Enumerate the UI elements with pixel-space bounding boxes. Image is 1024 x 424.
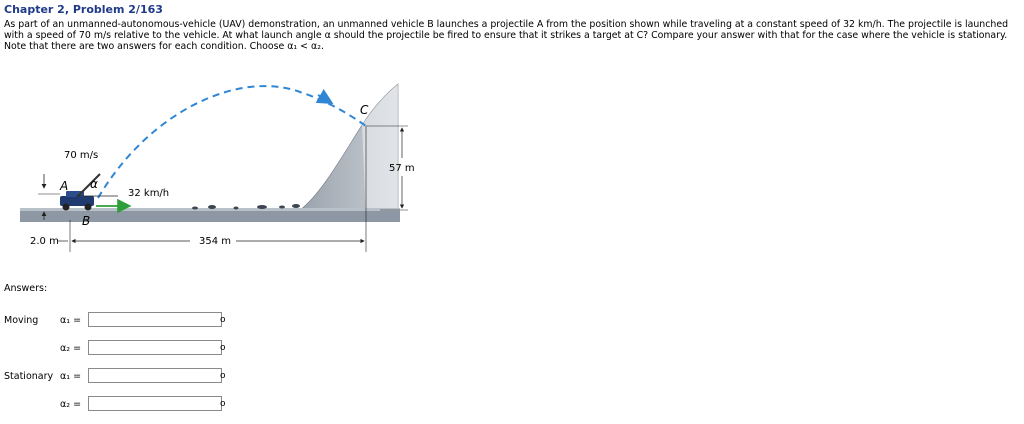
- label-a: A: [60, 179, 69, 193]
- problem-figure: [0, 70, 440, 260]
- page-title: Chapter 2, Problem 2/163: [4, 3, 163, 16]
- label-alpha: α: [90, 177, 98, 191]
- degree-unit: o: [220, 399, 226, 409]
- degree-unit: o: [220, 371, 226, 381]
- moving-alpha1-label: α₁ =: [60, 315, 82, 326]
- height-label: 57 m: [389, 163, 415, 174]
- label-c: C: [360, 103, 369, 117]
- moving-alpha2-input[interactable]: [88, 340, 222, 355]
- launch-height-label: 2.0 m: [30, 236, 59, 247]
- stationary-alpha1-label: α₁ =: [60, 371, 82, 382]
- stationary-label: Stationary: [4, 371, 54, 382]
- moving-label: Moving: [4, 315, 39, 326]
- stationary-alpha2-label: α₂ =: [60, 399, 82, 410]
- moving-alpha1-input[interactable]: [88, 312, 222, 327]
- answers-label: Answers:: [4, 283, 48, 294]
- vehicle-b: [60, 191, 94, 211]
- distance-label: 354 m: [199, 236, 232, 247]
- moving-alpha2-label: α₂ =: [60, 343, 82, 354]
- problem-statement: As part of an unmanned-autonomous-vehicle (UAV) demonstration, an unmanned vehicle B launches a projectile A from the position shown while traveling at a constant speed of 32 km/h. The projectile is launched with a speed of 70 m/s relative to the vehicle. At what launch angle α should the projectile be fired to ensure that it strikes a target at C? Compare your answer with that for the case where the vehicle is stationary. Note that there are two answers for each condition. Choose α₁ < α₂.: [4, 19, 1009, 52]
- launch-speed-label: 70 m/s: [64, 150, 99, 161]
- stationary-alpha2-input[interactable]: [88, 396, 222, 411]
- label-b: B: [82, 214, 91, 228]
- degree-unit: o: [220, 315, 226, 325]
- stationary-alpha1-input[interactable]: [88, 368, 222, 383]
- degree-unit: o: [220, 343, 226, 353]
- vehicle-speed-label: 32 km/h: [128, 188, 170, 199]
